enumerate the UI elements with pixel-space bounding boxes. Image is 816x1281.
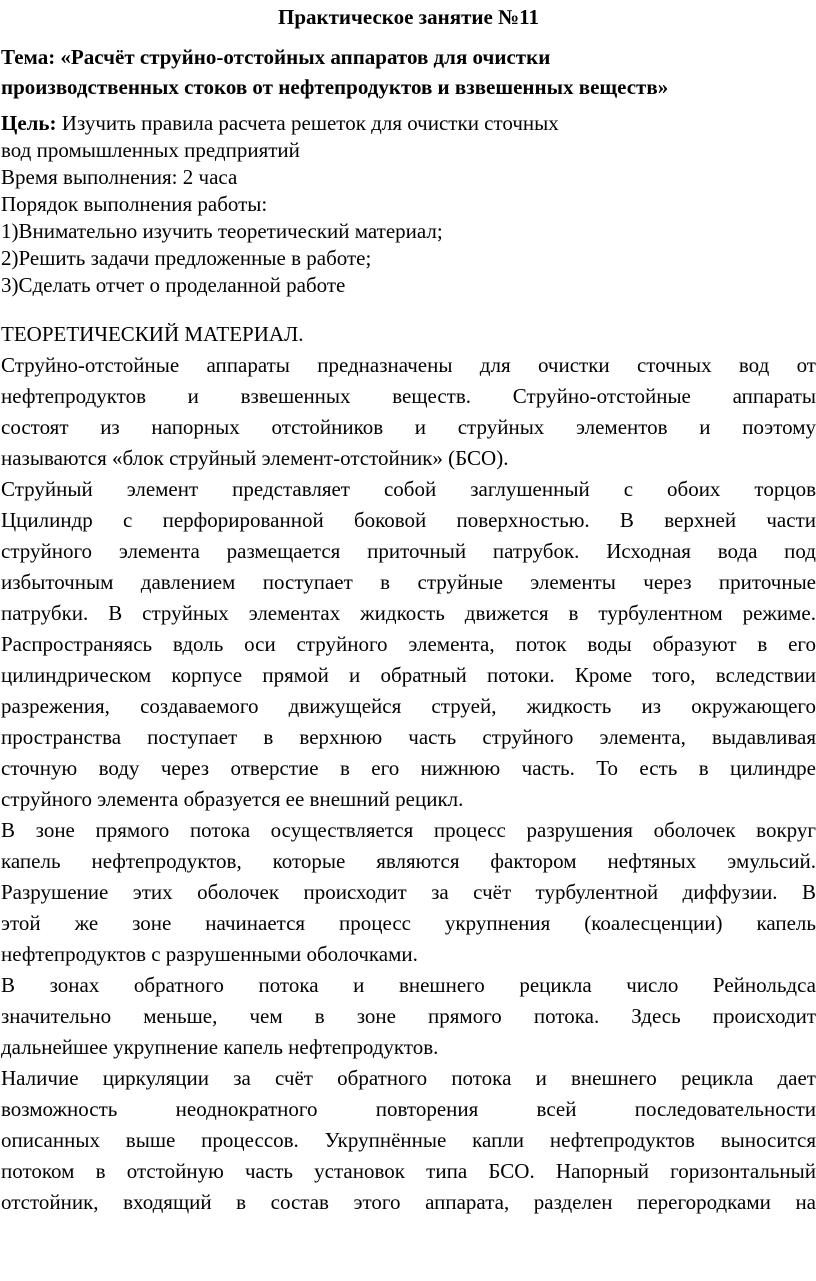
paragraph-line: отстойник, входящий в состав этого аппарата, разделен перегородками на [1, 1190, 816, 1214]
paragraph [1, 474, 816, 815]
procedure-step: 2)Решить задачи предложенные в работе; [1, 246, 372, 270]
paragraph-line: нефтепродуктов с разрушенными оболочками. [1, 942, 418, 966]
paragraph-line: струйного элемента образуется ее внешний рецикл. [1, 787, 464, 811]
goal-line [1, 110, 816, 137]
paragraph [1, 970, 816, 1063]
paragraph-line: значительно меньше, чем в зоне прямого потока. Здесь происходит [1, 1004, 816, 1028]
paragraph [1, 815, 816, 970]
goal-label: Цель: [1, 111, 57, 135]
paragraph-line: сточную воду через отверстие в его нижнюю часть. То есть в цилиндре [1, 756, 816, 780]
paragraph-line: этой же зоне начинается процесс укрупнения (коалесценции) капель [1, 911, 816, 935]
theory-heading: ТЕОРЕТИЧЕСКИЙ МАТЕРИАЛ. [1, 322, 304, 346]
paragraph-line: пространства поступает в верхнюю часть струйного элемента, выдавливая [1, 725, 816, 749]
paragraph-line: капель нефтепродуктов, которые являются фактором нефтяных эмульсий. [1, 849, 816, 873]
paragraph-line: цилиндрическом корпусе прямой и обратный потоки. Кроме того, вследствии [1, 663, 816, 687]
duration: Время выполнения: 2 часа [1, 165, 238, 189]
paragraph-line: В зоне прямого потока осуществляется процесс разрушения оболочек вокруг [1, 818, 816, 842]
paragraph-line: Струйный элемент представляет собой заглушенный с обоих торцов [1, 477, 816, 501]
paragraph-line: называются «блок струйный элемент-отстойник» (БСО). [1, 446, 509, 470]
topic [1, 42, 816, 102]
goal-text: Изучить правила расчета решеток для очистки сточных [56, 111, 559, 135]
paragraph-line: В зонах обратного потока и внешнего рецикла число Рейнольдса [1, 973, 816, 997]
paragraph [1, 1063, 816, 1218]
paragraph-line: струйного элемента размещается приточный патрубок. Исходная вода под [1, 539, 816, 563]
goal-line-2: вод промышленных предприятий [1, 138, 300, 162]
procedure-heading: Порядок выполнения работы: [1, 192, 268, 216]
paragraph-line: дальнейшее укрупнение капель нефтепродуктов. [1, 1035, 439, 1059]
paragraph-line: патрубки. В струйных элементах жидкость движется в турбулентном режиме. [1, 601, 816, 625]
procedure-step: 3)Сделать отчет о проделанной работе [1, 273, 346, 297]
paragraph-line: возможность неоднократного повторения всей последовательности [1, 1097, 816, 1121]
goal-block [1, 110, 816, 299]
paragraph-line: разрежения, создаваемого движущейся струей, жидкость из окружающего [1, 694, 816, 718]
paragraph-line: избыточным давлением поступает в струйные элементы через приточные [1, 570, 816, 594]
paragraph-line: Ццилиндр с перфорированной боковой поверхностью. В верхней части [1, 508, 816, 532]
paragraph-line: описанных выше процессов. Укрупнённые капли нефтепродуктов выносится [1, 1128, 816, 1152]
paragraph-line: состоят из напорных отстойников и струйных элементов и поэтому [1, 415, 816, 439]
paragraph [1, 350, 816, 474]
topic-line: производственных стоков от нефтепродуктов и взвешенных веществ» [1, 75, 669, 99]
procedure-step: 1)Внимательно изучить теоретический материал; [1, 219, 443, 243]
topic-line: Тема: «Расчёт струйно-отстойных аппаратов для очистки [1, 45, 551, 69]
paragraph-line: потоком в отстойную часть установок типа БСО. Напорный горизонтальный [1, 1159, 816, 1183]
paragraph-line: Наличие циркуляции за счёт обратного потока и внешнего рецикла дает [1, 1066, 816, 1090]
paragraph-line: Распространяясь вдоль оси струйного элемента, поток воды образуют в его [1, 632, 816, 656]
paragraph-line: Разрушение этих оболочек происходит за счёт турбулентной диффузии. В [1, 880, 816, 904]
page-title: Практическое занятие №11 [278, 5, 539, 29]
paragraph-line: Струйно-отстойные аппараты предназначены для очистки сточных вод от [1, 353, 816, 377]
paragraph-line: нефтепродуктов и взвешенных веществ. Струйно-отстойные аппараты [1, 384, 816, 408]
